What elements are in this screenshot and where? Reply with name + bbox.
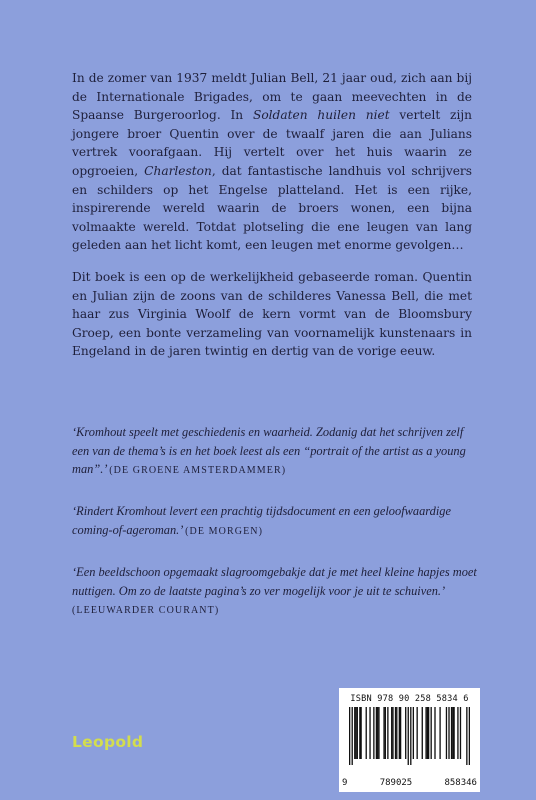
barcode-bar	[360, 707, 361, 759]
barcode-bar	[448, 707, 449, 759]
barcode-bar	[396, 707, 397, 759]
isbn-barcode	[339, 688, 480, 792]
barcode-bar	[405, 707, 406, 759]
barcode-bar	[431, 707, 432, 759]
blurb-title-italic: Soldaten huilen niet	[252, 108, 390, 123]
barcode-digit-group-right: 858346	[444, 778, 477, 788]
barcode-bar	[355, 707, 356, 759]
barcode-bar	[376, 707, 377, 759]
blurb-paragraph-2-text: Dit boek is een op de werkelijkheid gebaseerde roman. Quentin en Julian zijn de zoons van de schilderes Vanessa Bell, die met haar zus Virginia Woolf de kern vormt van de Bloomsbury Groep, een bonte verzameling van voornamelijk kunstenaars in Engeland in de jaren twintig en dertig van de vorige eeuw.	[72, 270, 472, 359]
barcode-bar	[428, 707, 429, 759]
barcode-bar	[457, 707, 458, 759]
review-source: (DE GROENE AMSTERDAMMER)	[109, 465, 287, 477]
review-quote-text: ‘Rindert Kromhout levert een prachtig tijdsdocument en een geloofwaardige coming-of-ageroman.’	[72, 504, 451, 537]
barcode-bar	[466, 707, 467, 765]
barcode-bar	[400, 707, 401, 759]
barcode-bar	[378, 707, 379, 759]
barcode-bar	[408, 707, 409, 765]
barcode-bar	[392, 707, 393, 759]
barcode-digit-lead: 9	[342, 778, 348, 788]
barcode-bar	[427, 707, 428, 759]
barcode-bar	[377, 707, 378, 759]
barcode-bar	[387, 707, 388, 759]
review-source: (DE MORGEN)	[185, 525, 264, 537]
barcode-bar	[422, 707, 423, 759]
blurb-title-italic: Charleston	[144, 163, 212, 178]
barcode-digit-group-left: 789025	[379, 778, 413, 788]
barcode-bar	[366, 707, 367, 759]
barcode-bar	[359, 707, 360, 759]
barcode-bar	[460, 707, 461, 759]
barcode-bar	[417, 707, 418, 759]
barcode-bar	[399, 707, 400, 759]
review-quote-text: ‘Kromhout speelt met geschiedenis en waarheid. Zodanig dat het schrijven zelf een van de thema’s is en het boek leest als een “portrait of the artist as a young man”.’	[72, 425, 466, 477]
barcode-bar	[469, 707, 470, 765]
barcode-bar	[446, 707, 447, 759]
barcode-bar	[391, 707, 392, 759]
barcode-bar	[369, 707, 370, 759]
blurb-text-run: In de zomer van 1937 meldt Julian Bell, 21 jaar oud, zich aan bij de Internationale Brigades, om te gaan meevechten in de Spaanse Burgeroorlog. In	[72, 71, 472, 123]
barcode-bar	[453, 707, 454, 759]
blurb-text-run: , dat fantastische landhuis vol schrijvers en schilders op het Engelse platteland. Het is een rijke, inspirerende wereld waarin de broers wonen, een bijna volmaakte wereld. Totdat plotseling die ene leugen van lang geleden aan het licht komt, een leugen met enorme gevolgen…	[72, 163, 472, 253]
barcode-digits	[342, 778, 477, 788]
publisher-logo: Leopold	[72, 733, 144, 751]
blurb-text-run: vertelt zijn jongere broer Quentin over de twaalf jaren die aan Julians vertrek voorafgaan. Hij vertelt over het huis waarin ze opgroeien,	[72, 108, 472, 178]
isbn-label: ISBN 978 90 258 5834 6	[350, 694, 469, 704]
barcode-bar	[373, 707, 374, 759]
barcode-bar	[413, 707, 414, 759]
review-quote-text: ‘Een beeldschoon opgemaakt slagroomgebakje dat je met heel kleine hapjes moet nuttigen. Om zo de laatste pagina’s zo ver mogelijk voor je uit te schuiven.’	[72, 565, 477, 598]
review-source: (LEEUWARDER COURANT)	[72, 605, 220, 617]
barcode-bar	[439, 707, 440, 759]
review-quote-2	[72, 502, 477, 541]
barcode-bar	[349, 707, 350, 765]
barcode-bar	[410, 707, 411, 765]
review-quote-1	[72, 423, 477, 481]
barcode-bar	[357, 707, 358, 759]
review-quote-3	[72, 563, 477, 621]
barcode-bars	[349, 707, 470, 765]
barcode-bar	[354, 707, 355, 759]
barcode-bar	[451, 707, 452, 759]
blurb-paragraph-1	[72, 69, 472, 255]
barcode-bar	[434, 707, 435, 759]
barcode-bar	[395, 707, 396, 759]
blurb-paragraph-2	[72, 268, 472, 361]
barcode-bar	[385, 707, 386, 759]
barcode-bar	[383, 707, 384, 759]
blurb-paragraph-1-text	[72, 69, 472, 255]
barcode-bar	[425, 707, 426, 759]
barcode-bar	[352, 707, 353, 765]
barcode-bar	[452, 707, 453, 759]
